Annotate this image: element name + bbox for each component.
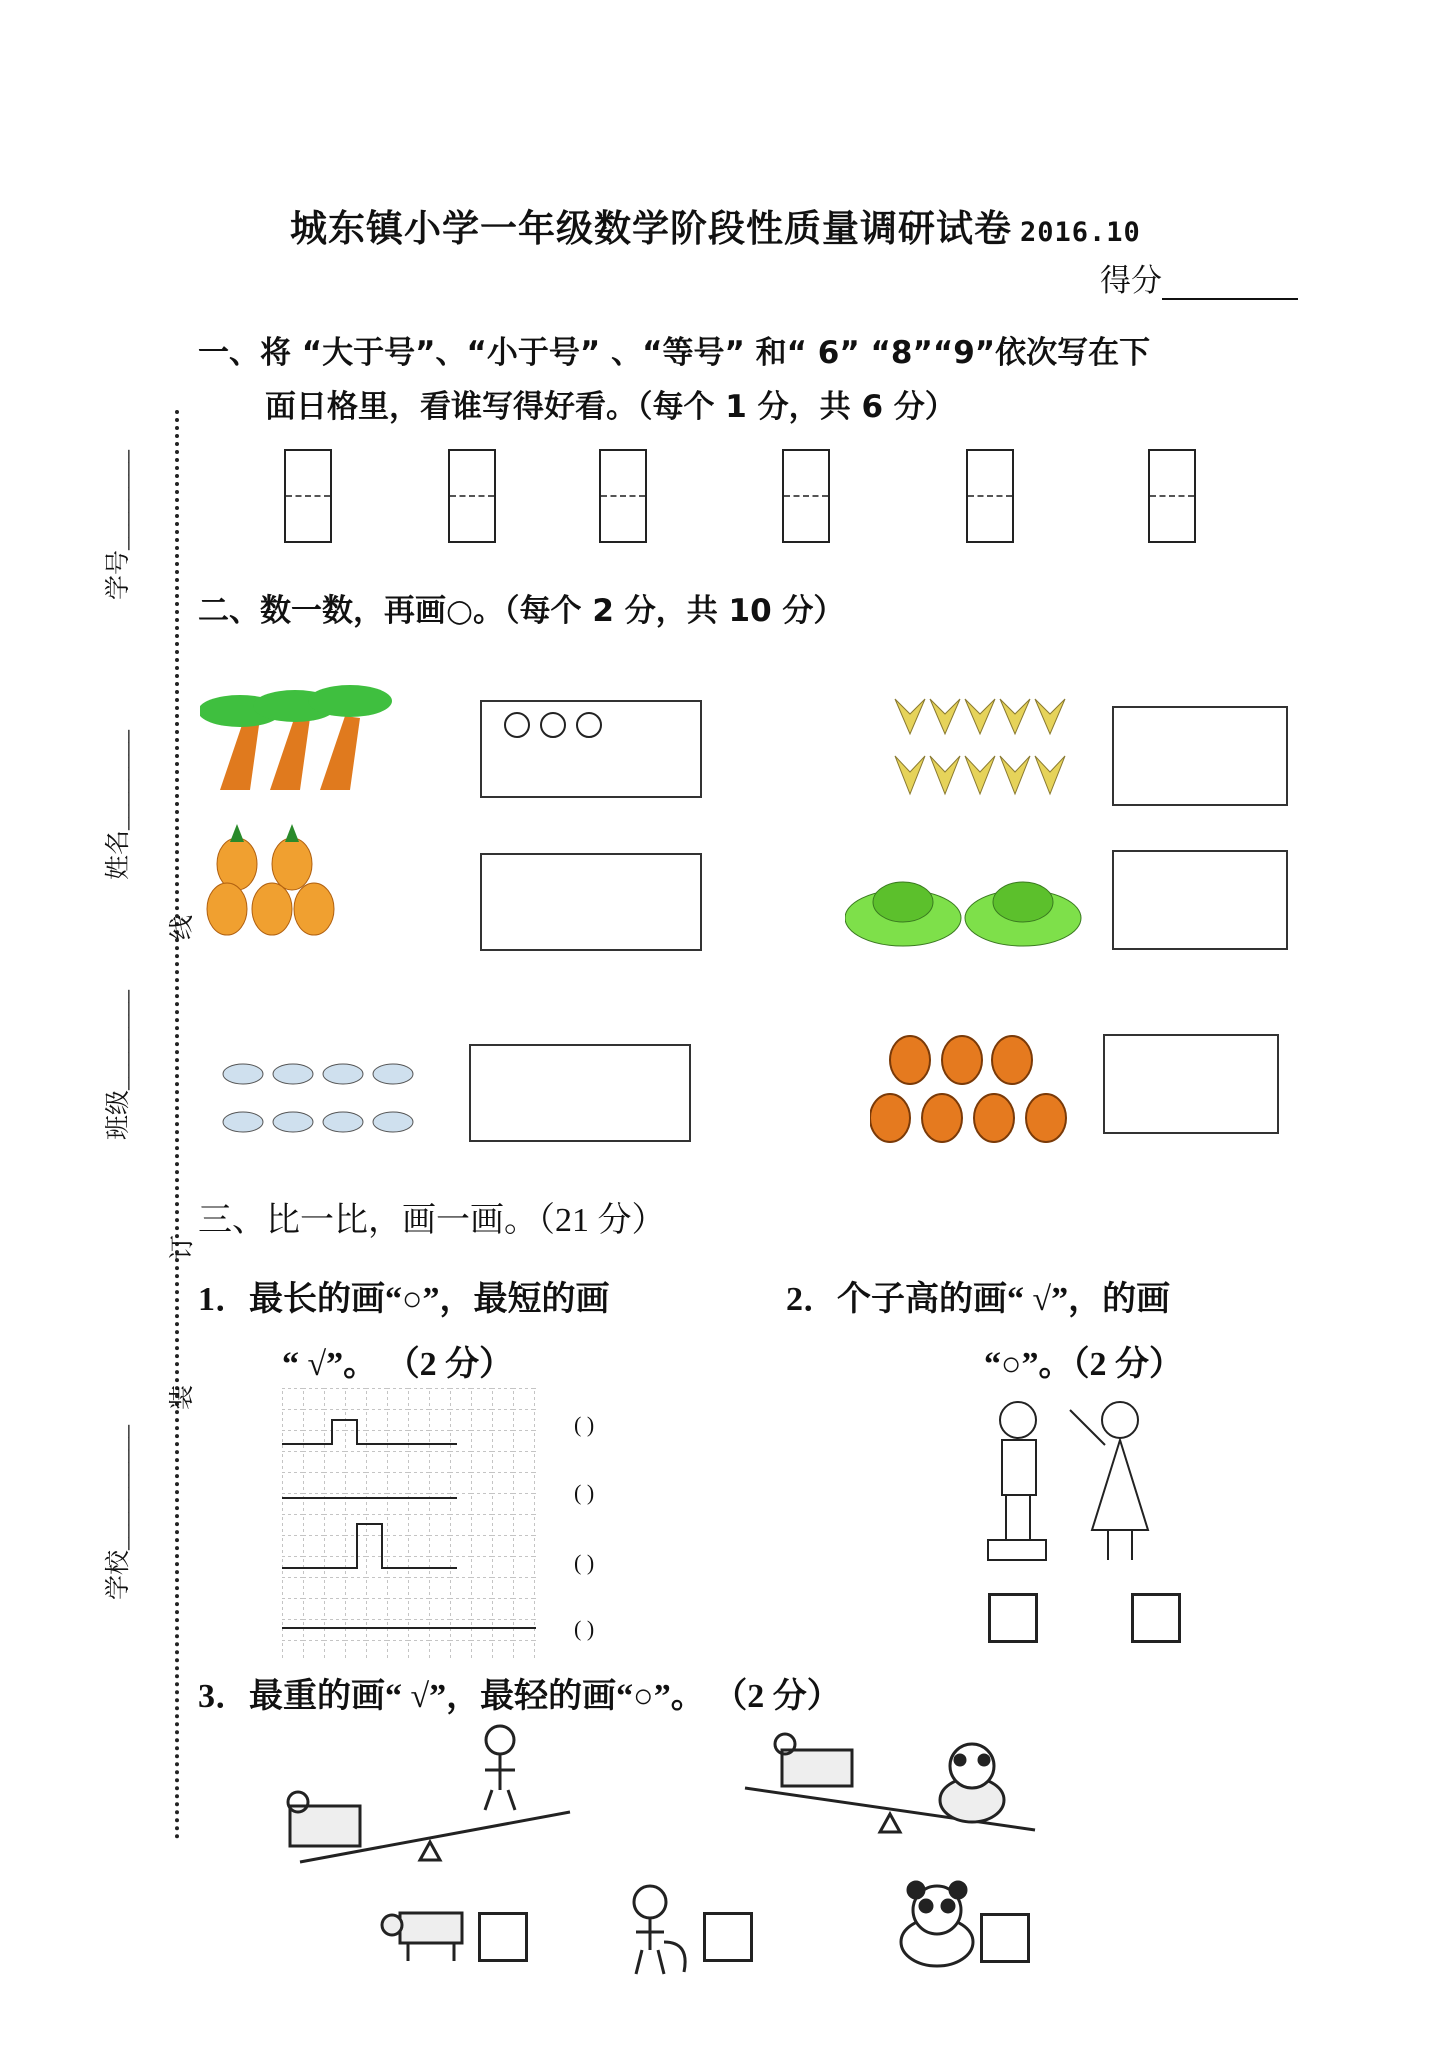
- title-text: 城东镇小学一年级数学阶段性质量调研试卷: [290, 207, 1012, 250]
- length-grid: [282, 1388, 536, 1658]
- tian-box[interactable]: [782, 449, 830, 543]
- answer-square-girl[interactable]: [1131, 1593, 1181, 1643]
- answer-square-cow[interactable]: [478, 1912, 528, 1962]
- circle-mark: [504, 712, 530, 738]
- section2-heading: 二、数一数，再画○。（每个 2 分，共 10 分）: [198, 593, 845, 629]
- score-field[interactable]: [1100, 255, 1298, 300]
- butterflies-image: [890, 694, 1070, 810]
- answer-paren-3[interactable]: ( ): [574, 1550, 595, 1575]
- answer-paren-4[interactable]: ( ): [574, 1616, 595, 1641]
- answer-box-hat[interactable]: [1112, 850, 1288, 950]
- score-blank[interactable]: [1162, 268, 1298, 300]
- cow-icon: [380, 1905, 470, 1965]
- ducks-image: [218, 1044, 428, 1144]
- children-image: [980, 1390, 1190, 1580]
- q1-line1: 1．最长的画“○”，最短的画: [198, 1281, 610, 1318]
- section3-heading: 三、比一比，画一画。（21 分）: [198, 1202, 666, 1239]
- binding-zhuang-char: 装: [169, 1384, 196, 1410]
- palm-trees-image: [200, 676, 400, 792]
- answer-paren-1[interactable]: ( ): [574, 1412, 595, 1437]
- answer-box-pumpkin[interactable]: [1103, 1034, 1279, 1134]
- q2-line2: “○”。（2 分）: [984, 1346, 1184, 1383]
- answer-box-butterfly[interactable]: [1112, 706, 1288, 806]
- binding-ding-char: 订: [169, 1234, 196, 1260]
- tian-box[interactable]: [966, 449, 1014, 543]
- school-label: 学校: [105, 1549, 132, 1600]
- answer-paren-2[interactable]: ( ): [574, 1480, 595, 1505]
- answer-box-palm[interactable]: [480, 700, 702, 798]
- circle-mark: [540, 712, 566, 738]
- class-label: 班级: [105, 1089, 132, 1140]
- exam-date: 2016.10: [1020, 217, 1141, 248]
- tian-box[interactable]: [448, 449, 496, 543]
- binding-dotted-line: [175, 410, 179, 1840]
- q2-line1: 2．个子高的画“ √”，的画: [786, 1281, 1171, 1318]
- pumpkins-image: [870, 1032, 1070, 1148]
- q3-text: 3．最重的画“ √”，最轻的画“○”。 （2 分）: [198, 1678, 841, 1715]
- score-label: 得分: [1100, 263, 1162, 299]
- name-label: 姓名: [105, 829, 132, 880]
- answer-square-boy[interactable]: [988, 1593, 1038, 1643]
- seesaw-left-image: [280, 1720, 580, 1880]
- tian-box[interactable]: [1148, 449, 1196, 543]
- tian-box[interactable]: [599, 449, 647, 543]
- school-field[interactable]: 学校__________: [105, 1424, 132, 1600]
- seesaw-right-image: [740, 1720, 1040, 1850]
- tian-box[interactable]: [284, 449, 332, 543]
- binding-line-char: 线: [169, 914, 196, 940]
- class-field[interactable]: 班级________: [105, 989, 132, 1140]
- q1-line2: “ √”。 （2 分）: [282, 1346, 514, 1383]
- section1-line2: 面日格里，看谁写得好看。（每个 1 分，共 6 分）: [265, 389, 956, 425]
- page-title: [290, 198, 1141, 252]
- answer-box-duck[interactable]: [469, 1044, 691, 1142]
- answer-square-monkey[interactable]: [703, 1912, 753, 1962]
- student-no-label: 学号: [105, 549, 132, 600]
- monkey-icon: [620, 1882, 700, 1982]
- panda-icon: [892, 1880, 982, 1970]
- hats-image: [845, 868, 1085, 948]
- name-field[interactable]: 姓名________: [105, 729, 132, 880]
- section1-line1: 一、将 “大于号”、“小于号” 、“等号” 和“ 6” “8”“9”依次写在下: [198, 335, 1151, 371]
- pineapples-image: [202, 824, 342, 942]
- answer-box-pineapple[interactable]: [480, 853, 702, 951]
- answer-square-panda[interactable]: [980, 1913, 1030, 1963]
- circle-mark: [576, 712, 602, 738]
- student-no-field[interactable]: 学号________: [105, 449, 132, 600]
